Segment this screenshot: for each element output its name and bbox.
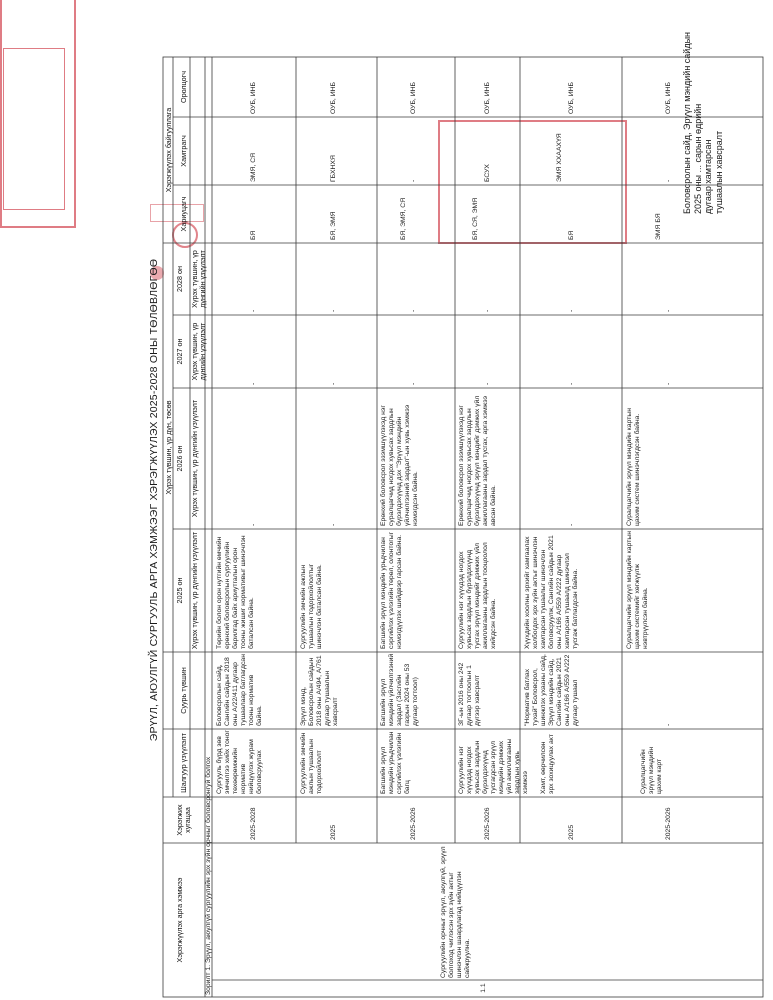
row5-y2027: - (568, 382, 575, 385)
section-label: Зорилт 1. Эрүүл, аюулгүй сургуулийн эрх зүйн орчныг боловсронгуй болгох (205, 756, 212, 995)
row5-baseline: "Норматив батлах тухай" Боловсрол, шинжлэх ухааны сайд, Эрүүл мэндийн сайд, Сангийн сайдын 2021 оны А/166 А/559 А/222 дугаар тушаал (524, 654, 579, 726)
row2-y2028: - (330, 309, 337, 312)
row1-deadline: 2025-2028 (250, 807, 257, 840)
row2-indicator: Сургуулийн эмчийн ажлын тушаалын тодорхойлолт (300, 732, 323, 794)
header-sub-2025: Хүрэх түвшин, үр дүнгийн үзүүлэлт (190, 531, 199, 650)
row2-y2025: Сургуулийн эмчийн ажлын тушаалын тодорхойлолтыг шинэчлэн баталсан байна. (300, 563, 323, 649)
row3-y2027: - (410, 382, 417, 385)
row1-baseline: Боловсролын сайд, Сангийн сайдын 2018 оны А/22/411 дугаар тушаалаар батлагдсан тооны норматив байна. (216, 654, 263, 726)
row3-deadline: 2025-2026 (410, 807, 417, 840)
header-sub-2027: Хүрэх түвшин, үр дүнгийн үзүүлэлт (190, 322, 208, 381)
row1-part: ОУБ, ИНБ (250, 82, 257, 114)
header-resp-main: Хариуцагч (179, 196, 188, 232)
row5-y2028: - (568, 309, 575, 312)
header-year-2026: 2026 он (175, 445, 184, 472)
header-indicator: Шалгуур үзүүлэлт (179, 733, 188, 793)
row2-y2026: - (330, 523, 337, 526)
row1-y2028: - (250, 309, 257, 312)
row6-deadline: 2025-2026 (665, 807, 672, 840)
row1-resp: БЯ (250, 230, 257, 240)
row1-y2026: - (250, 523, 257, 526)
header-deadline: Хэрэгжих хугацаа (175, 804, 193, 836)
header-year-2027: 2027 он (175, 338, 184, 365)
row6-y2026: Суралцагчийн эрүүл мэндийн картын цахим систем шинэчлэгдсэн байна. (626, 408, 641, 526)
approval-day-month: ... сарын (692, 136, 703, 173)
header-resp-group: Хэрэгжүүлэх байгууллага (164, 107, 173, 193)
row2-deadline: 2025 (330, 824, 337, 840)
row5-part: ОУБ, ИНБ (568, 82, 575, 114)
row5-coop: ЭМЯ ХХААХҮЯ (556, 133, 563, 182)
measure-number: 1.1 (480, 983, 487, 993)
row4-indicator: Сургуулийн нэг хүүхдэд ногдох хувьсах зардлын бүрэлдэхүүнд тусгагдсан эрүүл мэндийн дэмжих үйл ажиллагааны зардлын хувь хэмжээ (458, 738, 529, 794)
header-year-2028: 2028 он (175, 266, 184, 292)
approval-line-4: тушаалын хавсралт (713, 130, 724, 214)
header-resp-part: Оролцогч (179, 70, 188, 104)
row4-y2027: - (484, 382, 491, 385)
approval-day: өдрийн (692, 103, 703, 135)
document-title: ЭРҮҮЛ, АЮУЛГҮЙ СУРГУУЛЬ АРГА ХЭМЖЭЭГ ХЭРЭГЖҮҮЛЭХ 2025-2028 ОНЫ ТӨЛӨВЛӨГӨӨ (148, 258, 160, 742)
header-resp-coop: Хамтрагч (179, 135, 188, 167)
row4-deadline: 2025-2026 (484, 807, 491, 840)
row6-baseline: - (665, 723, 672, 726)
header-measure: Хэрэгжүүлэх арга хэмжээ (175, 877, 184, 963)
row6-coop: - (665, 179, 672, 182)
row4-baseline: ЗГ-ын 2016 оны 242 дугаар тогтоолын 1 дүгээр хавсралт (458, 662, 481, 726)
approval-line-3: дугаар хамтарсан (703, 139, 713, 214)
row2-baseline: Эрүүл мэнд, Боловсролын сайдын 2018 оны А/494, А/761 дугаар тушаалын хавсралт (300, 655, 339, 726)
row5-deadline: 2025 (568, 824, 575, 840)
header-year-2025: 2025 он (175, 577, 184, 604)
row3-y2025: Багшийн эрүүл мэндийн урьдчилан сэргийлэх үзлэгийн төрөл, олонтогыг нэмэгдүүлэх шийдвэр гарсан байна. (380, 531, 403, 649)
row6-part: ОУБ, ИНБ (665, 82, 672, 114)
row6-y2025: Суралцагчийн эрүүл мэндийн картын цахим системийг хөгжүүлж нэвтрүүлсэн байна. (626, 531, 649, 649)
row6-y2028: - (665, 309, 672, 312)
row2-y2027: - (330, 382, 337, 385)
row6-indicator: Суралцагчийн эрүүл мэндийн цахим карт (640, 746, 663, 794)
row6-y2027: - (665, 382, 672, 385)
row1-indicator: Сургууль бүрд зөв эмчилгээ хийх тоног төхөөрөмжийн норматив нийцүүлэх журам боловсруулах (216, 730, 263, 794)
row1-y2027: - (250, 382, 257, 385)
row6-resp: ЭМЯ БЯ (655, 213, 662, 240)
row1-y2025: Төрийн болон орон нутгийн өмчийн ерөнхий боловсролын сургуулийн барилгад байх ариутгалын орон тооны жишиг нормативыг шинэчлэн баталсан байна. (216, 535, 255, 649)
row4-y2028: - (484, 309, 491, 312)
row4-coop: БСУХ (484, 164, 491, 182)
row4-y2026: Ерөнхий боловсрол эзэмшүүлэхэд нэг суралцагчид ногдох хувьсах зардлын бүрэлдэхүүнд эрүүл мэндийг дэмжих үйл ажиллагааны зардал тусгах, арга хэмжээ авсан байна. (458, 395, 497, 526)
row3-indicator: Багшийн эрүүл мэндийн урьдчилан сэргийлэх үзлэгийн багц (380, 731, 411, 794)
row3-part: ОУБ, ИНБ (410, 82, 417, 114)
header-baseline: Суурь түвшин (179, 667, 188, 714)
row5-y2026: - (568, 523, 575, 526)
row3-y2028: - (410, 309, 417, 312)
row4-y2025: Сургуулийн нэг хүүхдэд ногдох хувьсах зардлын бүрэлдэхүүнд тусгах эрүүл мэндийг дэмжих үйл ажиллагааны зардлын тооцоолол хийгдсэн байна. (458, 542, 497, 649)
measure-text: Сургуулийн орчныг эрүүл, аюулгүй, эрүүл болгоход чиглэсэн эрх зүйн актыг шинэчлэн шаардлагад нийцүүлэн сайжруулна. (440, 846, 471, 978)
row5-indicator: Хамт, өөрчилсөн эрх зохицуулах акт (540, 734, 555, 794)
header-sub-2026: Хүрэх түвшин, үр дүнгийн үзүүлэлт (190, 399, 199, 518)
row4-part: ОУБ, ИНБ (484, 82, 491, 114)
header-expected-group: Хүрэх түвшин, үр дүн, төсөв (164, 400, 173, 495)
row1-coop: ЭМЯ, СЯ (250, 152, 257, 182)
row3-y2026: Ерөнхий боловсрол эзэмшүүлэхэд нэг суралцагчид ногдох хувьсах зардлын бүрэлдэхүүнд дэх "Эрүүл мэндийн үйлчилгээний зардал"-ын хувь хэмжээ нэмэгдсэн байна. (380, 404, 419, 526)
row4-resp: БЯ, СЯ, ЭМЯ (472, 197, 479, 240)
row5-resp: БЯ (568, 230, 575, 240)
header-sub-2028: Хүрэх түвшин, үр дүнгийн үзүүлэлт (190, 250, 208, 308)
row2-part: ОУБ, ИНБ (330, 82, 337, 114)
row3-coop: - (410, 179, 417, 182)
row2-coop: ГБХНХЯ (330, 155, 337, 182)
row2-resp: БЯ, ЭМЯ (330, 211, 337, 240)
row3-baseline: Багшийн эрүүл мэндийн үйлчилгээний зардал (Засгийн газрын 2024 оны 53 дугаар тогтоол) (380, 653, 419, 726)
row3-resp: БЯ, ЭМЯ, СЯ (400, 197, 407, 240)
row5-y2025: Хүүхдийн хоолны эрхийг хамгаалах холбогдох эрх зүйн актыг шинэчлэн хамтарсан тушаалыг шинэчлэн боловсруулж, Сангийн сайдын 2021 оны А/166 А/559 А/222 дугаар хамтарсан тушаалд шинэчлэл тусгаж батлагдсан байна. (524, 535, 579, 649)
approval-year: 2025 оны (692, 175, 703, 214)
approval-line-1: Боловсролын сайд, Эрүүл мэндийн сайдын (682, 31, 692, 214)
